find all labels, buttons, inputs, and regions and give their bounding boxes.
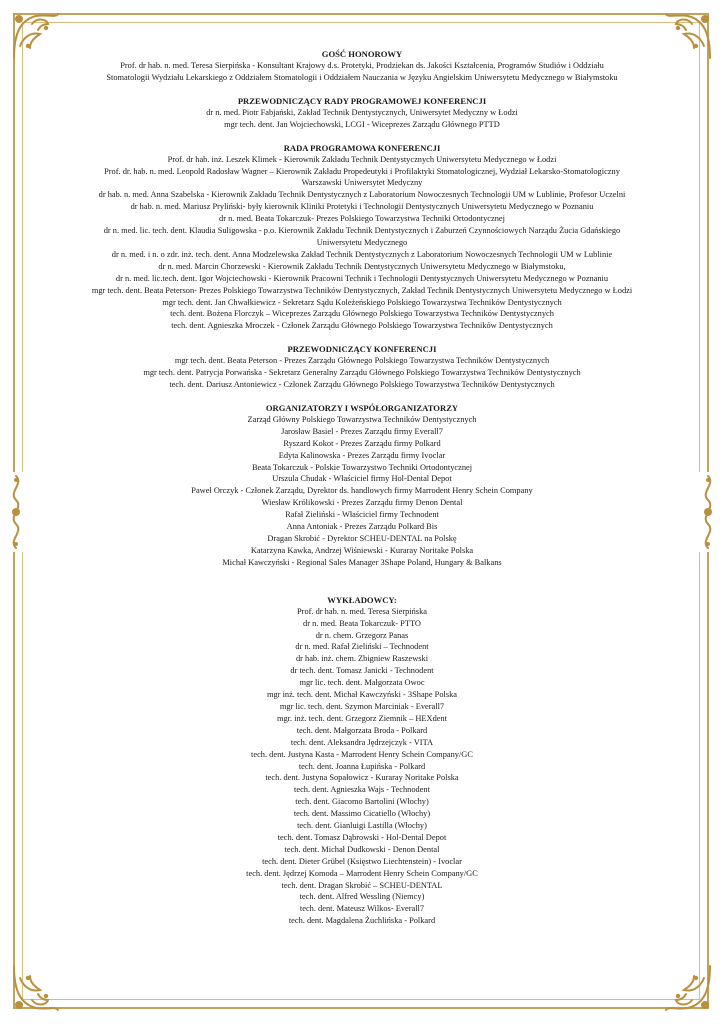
section-title: PRZEWODNICZĄCY RADY PROGRAMOWEJ KONFERENCJI bbox=[237, 95, 487, 106]
text-line: dr hab. n. med. Anna Szabelska - Kierownik Zakładu Technik Dentystycznych z Laboratorium Nowoczesnych Technologii UM w Lublinie, Profesor Uczelni bbox=[98, 190, 626, 200]
text-line: tech. dent. Agnieszka Mroczek - Członek Zarządu Głównego Polskiego Towarzystwa Techników Dentystycznych bbox=[171, 321, 553, 331]
section-lines bbox=[44, 414, 680, 569]
text-line: Michał Kawczyński - Regional Sales Manager 3Shape Poland, Hungary & Balkans bbox=[222, 557, 502, 567]
organizers-section bbox=[44, 402, 680, 569]
text-line: tech. dent. Małgorzata Broda - Polkard bbox=[296, 725, 428, 735]
text-line: tech. dent. Giacomo Bartolini (Włochy) bbox=[295, 797, 429, 807]
text-line: dr n. chem. Grzegorz Panas bbox=[315, 630, 409, 640]
section-title: ORGANIZATORZY I WSPÓŁORGANIZATORZY bbox=[265, 402, 459, 413]
text-line: dr hab. inż. chem. Zbigniew Raszewski bbox=[295, 654, 429, 664]
spacer bbox=[44, 580, 680, 594]
text-line: dr n. med. Marcin Chorzewski - Kierownik Zakładu Technik Dentystycznych Uniwersytetu Medycznego w Białymstoku, bbox=[158, 261, 566, 271]
text-line: mgr lic. tech. dent. Małgorzata Owoc bbox=[299, 678, 425, 688]
lecturers-section bbox=[44, 594, 680, 927]
text-line: Edyta Kalinowska - Prezes Zarządu firmy Ivoclar bbox=[278, 450, 446, 460]
text-line: tech. dent. Alfred Wessling (Niemcy) bbox=[299, 892, 425, 902]
text-line: mgr tech. dent. Jan Wojciechowski, LCGI - Wiceprezes Zarządu Głównego PTTD bbox=[224, 119, 500, 129]
text-line: Urszula Chudak - Właściciel firmy Hol-Dental Depot bbox=[272, 474, 452, 484]
text-line: Katarzyna Kawka, Andrzej Wiśniewski - Kuraray Noritake Polska bbox=[250, 545, 474, 555]
text-line: tech. dent. Massimo Cicatiello (Włochy) bbox=[293, 809, 431, 819]
section-title: GOŚĆ HONOROWY bbox=[321, 49, 403, 59]
section-lines bbox=[44, 60, 680, 84]
text-line: tech. dent. Justyna Kasta - Marrodent Henry Schein Company/GC bbox=[251, 749, 473, 759]
document-body bbox=[44, 48, 680, 938]
text-line: tech. dent. Bożena Florczyk – Wiceprezes Zarządu Głównego Polskiego Towarzystwa Techników Dentystycznych bbox=[170, 309, 554, 319]
text-line: tech. dent. Dariusz Antoniewicz - Członek Zarządu Głównego Polskiego Towarzystwa Techników Dentystycznych bbox=[169, 380, 555, 390]
text-line: Prof. dr hab. n. med. Teresa Sierpińska bbox=[297, 606, 427, 616]
text-line: dr tech. dent. Tomasz Janicki - Technodent bbox=[290, 666, 434, 676]
text-line: dr hab. n. med. Mariusz Pryliński- były kierownik Kliniki Protetyki i Technologii Dentystycznych Uniwersytetu Medycznego w Poznaniu bbox=[130, 202, 594, 212]
text-line: tech. dent. Agnieszka Wajs - Technodent bbox=[294, 785, 430, 795]
honorary-guest-section bbox=[44, 48, 680, 84]
text-line: Zarząd Główny Polskiego Towarzystwa Techników Dentystycznych bbox=[247, 414, 477, 424]
text-line: dr n. med. Beata Tokarczuk- PTTO bbox=[303, 618, 421, 628]
text-line: mgr tech. dent. Jan Chwałkiewicz - Sekretarz Sądu Koleżeńskiego Polskiego Towarzystwa Techników Dentystycznych bbox=[162, 297, 562, 307]
text-line: tech. dent. Magdalena Żuchlińska - Polkard bbox=[288, 916, 436, 926]
conference-chairs-section bbox=[44, 343, 680, 391]
corner-flourish-icon bbox=[6, 958, 66, 1018]
section-lines bbox=[44, 355, 680, 391]
corner-flourish-icon bbox=[658, 958, 718, 1018]
section-lines bbox=[44, 154, 680, 333]
text-line: Prof. dr. hab. n. med. Leopold Radosław Wagner – Kierownik Zakładu Propedeutyki i Profilaktyki Stomatologicznej, Wydział Lekarsko-Stomatologiczny bbox=[104, 166, 620, 176]
text-line: tech. dent. Tomasz Dąbrowski - Hol-Dental Depot bbox=[277, 832, 447, 842]
section-lines bbox=[44, 107, 680, 131]
text-line: mgr tech. dent. Patrycja Porwańska - Sekretarz Generalny Zarządu Głównego Polskiego Towarzystwa Techników Dentystycznych bbox=[143, 368, 581, 378]
text-line: Rafał Zieliński - Właściciel firmy Technodent bbox=[285, 510, 439, 520]
text-line: dr n. med. Rafał Zieliński – Technodent bbox=[295, 642, 429, 652]
section-title: PRZEWODNICZĄCY KONFERENCJI bbox=[287, 344, 437, 355]
program-council-chair-section bbox=[44, 95, 680, 131]
scroll-ornament-icon bbox=[696, 472, 720, 552]
text-line: Wiesław Królikowski - Prezes Zarządu firmy Denon Dental bbox=[261, 498, 463, 508]
text-line: dr n. med. i n. o zdr. inż. tech. dent. Anna Modzelewska Zakład Technik Dentystycznych z Laboratorium Nowoczesnych Technologii UM w Lublinie bbox=[111, 249, 613, 259]
text-line: Warszawski Uniwersytet Medyczny bbox=[301, 178, 423, 188]
text-line: dr n. med. lic.tech. dent. Igor Wojciechowski - Kierownik Pracowni Technik i Technologii Dentystycznych Uniwersytetu Medycznego w Poznaniu bbox=[115, 273, 609, 283]
text-line: tech. dent. Dragan Skrobić – SCHEU-DENTAL bbox=[281, 880, 443, 890]
section-lines bbox=[44, 606, 680, 927]
scroll-ornament-icon bbox=[4, 472, 28, 552]
text-line: Uniwersytetu Medycznego bbox=[316, 237, 408, 247]
section-title: RADA PROGRAMOWA KONFERENCJI bbox=[283, 142, 441, 153]
text-line: tech. dent. Justyna Sopałowicz - Kuraray Noritake Polska bbox=[265, 773, 459, 783]
text-line: Stomatologii Wydziału Lekarskiego z Oddziałem Stomatologii i Oddziałem Nauczania w Języku Angielskim Uniwersytetu Medycznego w Białymstoku bbox=[106, 72, 618, 82]
text-line: tech. dent. Joanna Łupińska - Polkard bbox=[298, 761, 426, 771]
text-line: mgr inż. tech. dent. Michał Kawczyński - 3Shape Polska bbox=[266, 690, 458, 700]
text-line: tech. dent. Jędrzej Komoda – Marrodent Henry Schein Company/GC bbox=[246, 868, 478, 878]
text-line: dr n. med. Beata Tokarczuk- Prezes Polskiego Towarzystwa Techniki Ortodontycznej bbox=[219, 214, 505, 224]
text-line: tech. dent. Michał Dudkowski - Denon Dental bbox=[284, 844, 440, 854]
text-line: Prof. dr hab. inż. Leszek Klimek - Kierownik Zakładu Technik Dentystycznych Uniwersytetu Medycznego w Łodzi bbox=[167, 154, 557, 164]
section-title: WYKŁADOWCY: bbox=[327, 594, 397, 605]
text-line: Anna Antoniak - Prezes Zarządu Polkard Bis bbox=[286, 522, 438, 532]
text-line: dr n. med. Piotr Fabjański, Zakład Technik Dentystycznych, Uniwersytet Medyczny w Łodzi bbox=[206, 107, 518, 117]
text-line: tech. dent. Dieter Grübel (Księstwo Liechtenstein) - Ivoclar bbox=[262, 856, 462, 866]
text-line: mgr lic. tech. dent. Szymon Marciniak - Everall7 bbox=[279, 701, 445, 711]
text-line: Paweł Orczyk - Członek Zarządu, Dyrektor ds. handlowych firmy Marrodent Henry Schein Company bbox=[191, 486, 533, 496]
program-council-section bbox=[44, 142, 680, 333]
text-line: Ryszard Kokot - Prezes Zarządu firmy Polkard bbox=[283, 438, 441, 448]
text-line: tech. dent. Aleksandra Jędrzejczyk - VITA bbox=[290, 737, 434, 747]
text-line: mgr. inż. tech. dent. Grzegorz Ziemnik – HEXdent bbox=[276, 713, 447, 723]
text-line: mgr tech. dent. Beata Peterson - Prezes Zarządu Głównego Polskiego Towarzystwa Techników Dentystycznych bbox=[174, 356, 550, 366]
text-line: dr n. med. lic. tech. dent. Klaudia Suligowska - p.o. Kierownik Zakładu Technik Dentystycznych i Zaburzeń Czynnościowych Narządu Żucia Gdańskiego bbox=[103, 226, 621, 236]
text-line: Dragan Skrobić - Dyrektor SCHEU-DENTAL na Polskę bbox=[267, 534, 457, 543]
text-line: tech. dent. Gianluigi Lastilla (Włochy) bbox=[297, 821, 427, 831]
text-line: mgr tech. dent. Beata Peterson- Prezes Polskiego Towarzystwa Techników Dentystycznych, Zakład Technik Dentystycznych Uniwersytetu Medycznego w Łodzi bbox=[91, 285, 633, 295]
text-line: Beata Tokarczuk - Polskie Towarzystwo Techniki Ortodontycznej bbox=[251, 462, 473, 472]
text-line: Prof. dr hab. n. med. Teresa Sierpińska - Konsultant Krajowy d.s. Protetyki, Prodziekan ds. Jakości Kształcenia, Programów Studiów i Oddziału bbox=[120, 61, 604, 70]
text-line: Jarosław Basiel - Prezes Zarządu firmy Everall7 bbox=[281, 426, 443, 436]
text-line: tech. dent. Mateusz Wilkos- Everall7 bbox=[299, 904, 425, 914]
